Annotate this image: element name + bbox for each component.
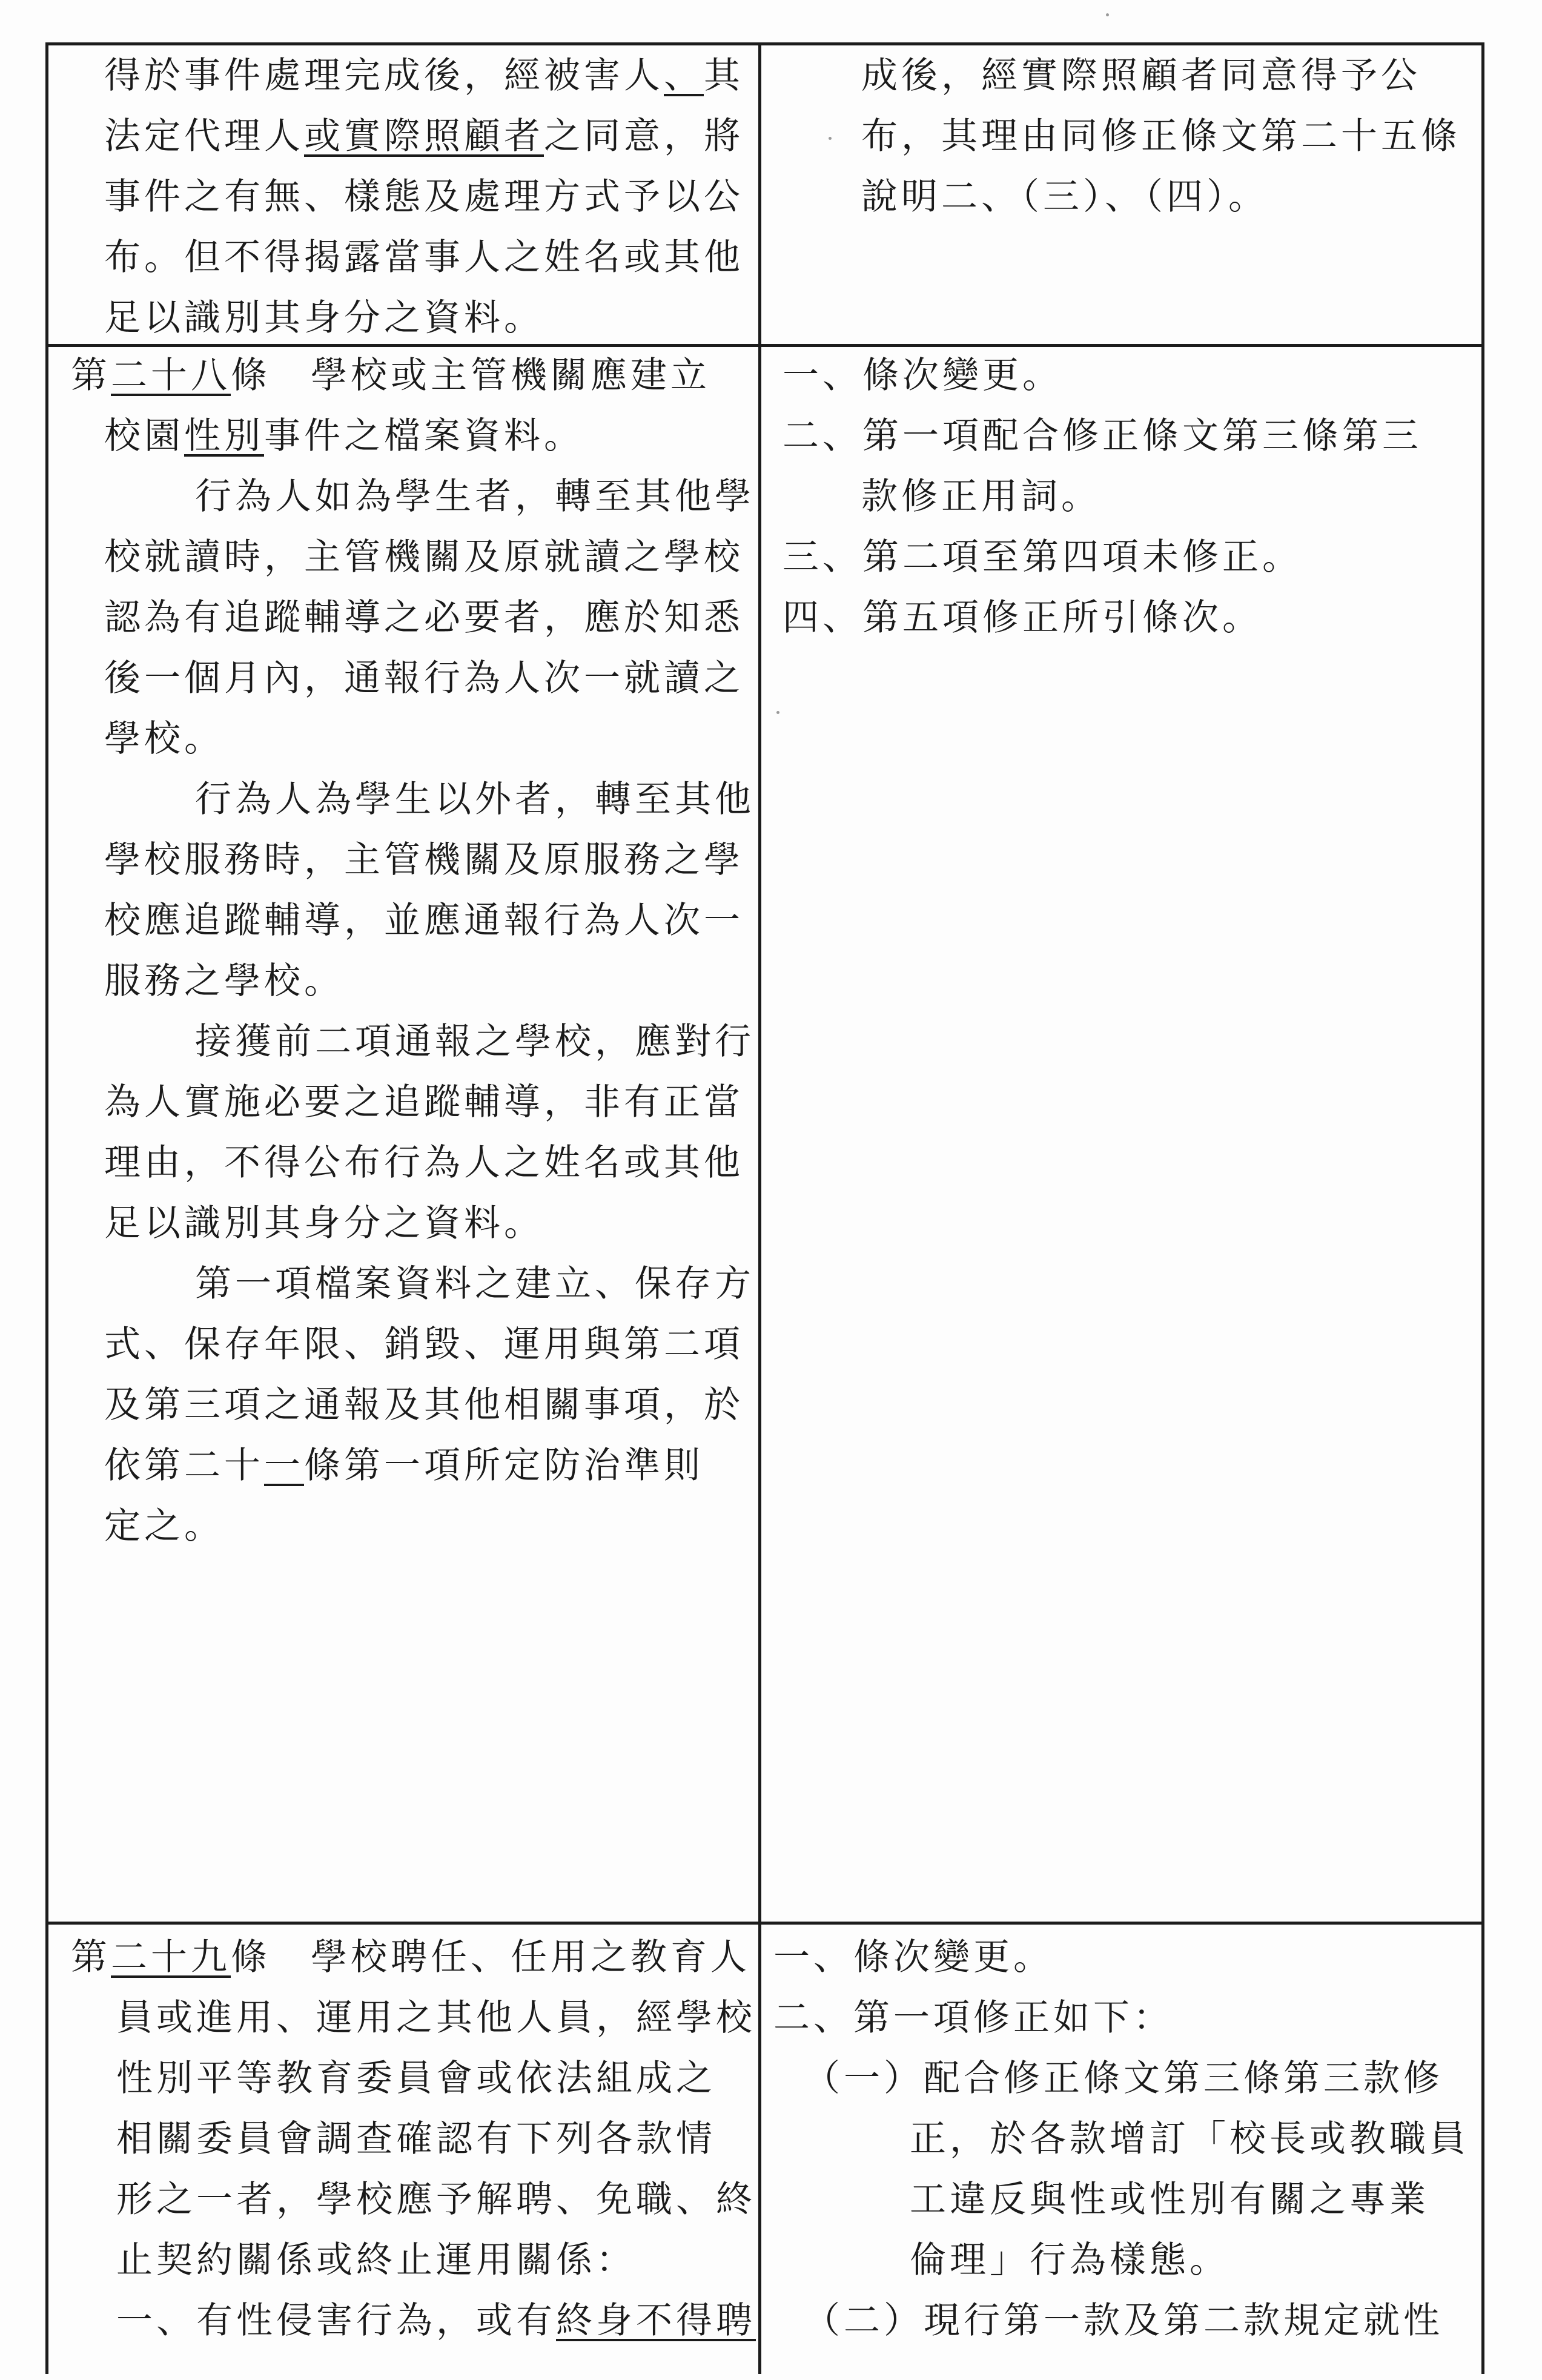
text-segment: 事件之檔案資料。	[264, 415, 584, 457]
row3-left-line	[116, 1997, 756, 2039]
row2-left-line	[104, 839, 744, 881]
row2-left-line	[195, 475, 755, 518]
row-divider-1	[45, 344, 1484, 347]
text-segment: 行為人如為學生者，轉至其他學	[195, 475, 755, 518]
text-segment: 之同意，將	[544, 115, 744, 157]
row2-left-line	[104, 1142, 744, 1184]
row2-left-line	[104, 718, 224, 760]
text-segment: 相關委員會調查確認有下列各款情	[116, 2118, 716, 2160]
text-segment: 認為有追蹤輔導之必要者，應於知悉	[104, 597, 744, 639]
row1-left-line	[104, 176, 744, 218]
text-segment: 布。但不得揭露當事人之姓名或其他	[104, 236, 744, 279]
row2-left-line	[104, 1202, 544, 1245]
underlined-amendment: 二十九	[111, 1936, 231, 1978]
row3-right-line: （二）現行第一款及第二款規定就性	[804, 2299, 1443, 2342]
row3-right-line: （一）配合修正條文第三條第三款修	[804, 2057, 1443, 2100]
text-segment: 法定代理人	[104, 115, 304, 157]
text-segment: 條第一項所定防治準則	[304, 1444, 704, 1487]
text-segment: 第	[71, 1936, 111, 1978]
row3-right-line: 正，於各款增訂「校長或教職員	[910, 2118, 1469, 2160]
text-segment: 足以識別其身分之資料。	[104, 297, 544, 339]
text-segment: 條 學校聘任、任用之教育人	[231, 1936, 750, 1978]
text-segment: 學校服務時，主管機關及原服務之學	[104, 839, 744, 881]
underlined-amendment: 二十八	[111, 354, 231, 397]
row3-right-line: 二、第一項修正如下：	[773, 1997, 1173, 2039]
text-segment: 定之。	[104, 1505, 224, 1547]
column-divider	[758, 42, 761, 2374]
text-segment: 事件之有無、樣態及處理方式予以公	[104, 176, 744, 218]
row3-left-line	[116, 2118, 716, 2160]
row2-left-line	[104, 1384, 744, 1426]
table-border-left	[45, 42, 48, 2374]
row1-left-line	[104, 115, 744, 157]
underlined-amendment: 、	[664, 55, 704, 97]
text-segment: 理由，不得公布行為人之姓名或其他	[104, 1142, 744, 1184]
row2-left-line	[104, 415, 584, 457]
underlined-amendment: 一	[264, 1444, 304, 1487]
row2-left-line	[104, 1505, 224, 1547]
text-segment: 校就讀時，主管機關及原就讀之學校	[104, 536, 744, 578]
row2-right-line: 三、第二項至第四項未修正。	[783, 536, 1302, 578]
row3-right-line: 倫理」行為樣態。	[910, 2239, 1229, 2281]
table-border-right	[1481, 42, 1484, 2374]
row2-left-line	[104, 536, 744, 578]
row1-right-line: 說明二、（三）、（四）。	[861, 176, 1268, 218]
text-segment: 第一項檔案資料之建立、保存方	[195, 1263, 755, 1305]
row2-left-line	[195, 778, 755, 821]
article-29-heading	[71, 1936, 750, 1978]
text-segment: 性別平等教育委員會或依法組成之	[116, 2057, 716, 2100]
row3-left-line	[116, 2299, 756, 2342]
text-segment: 校園	[104, 415, 184, 457]
text-segment: 後一個月內，通報行為人次一就讀之	[104, 657, 744, 699]
row2-left-line	[104, 960, 344, 1002]
row2-right-line: 四、第五項修正所引條次。	[783, 597, 1262, 639]
row2-left-line	[104, 1323, 744, 1366]
row2-left-line	[104, 657, 744, 699]
text-segment: 第	[71, 354, 111, 397]
row1-left-line	[104, 297, 544, 339]
row-divider-2	[45, 1922, 1484, 1925]
row2-right-line: 二、第一項配合修正條文第三條第三	[783, 415, 1422, 457]
row3-right-line: 一、條次變更。	[773, 1936, 1053, 1978]
text-segment: 得於事件處理完成後，經被害人	[104, 55, 664, 97]
text-segment: 依第二十	[104, 1444, 264, 1487]
scan-speck	[1106, 13, 1109, 16]
text-segment: 服務之學校。	[104, 960, 344, 1002]
text-segment: 其	[704, 55, 744, 97]
text-segment: 式、保存年限、銷毀、運用與第二項	[104, 1323, 744, 1366]
text-segment: 員或進用、運用之其他人員，經學校	[116, 1997, 756, 2039]
text-segment: 止契約關係或終止運用關係：	[116, 2239, 636, 2281]
scan-speck	[829, 137, 832, 140]
row3-left-line	[116, 2178, 756, 2221]
text-segment: 足以識別其身分之資料。	[104, 1202, 544, 1245]
underlined-amendment: 或實際照顧者	[304, 115, 544, 157]
row2-left-line	[104, 899, 744, 942]
row2-left-line	[104, 1444, 704, 1487]
text-segment: 接獲前二項通報之學校，應對行	[195, 1020, 755, 1063]
scan-speck	[776, 711, 779, 714]
underlined-amendment: 終身不得聘	[556, 2299, 756, 2342]
article-28-heading	[71, 354, 710, 397]
row2-left-line	[195, 1020, 755, 1063]
row3-left-line	[116, 2057, 716, 2100]
row1-left-line	[104, 236, 744, 279]
text-segment: 校應追蹤輔導，並應通報行為人次一	[104, 899, 744, 942]
text-segment: 行為人為學生以外者，轉至其他	[195, 778, 755, 821]
row1-right-line: 布，其理由同修正條文第二十五條	[861, 115, 1461, 157]
row2-right-line: 一、條次變更。	[783, 354, 1062, 397]
text-segment: 形之一者，學校應予解聘、免職、終	[116, 2178, 756, 2221]
row2-left-line	[195, 1263, 755, 1305]
underlined-amendment: 性別	[184, 415, 264, 457]
row1-left-line	[104, 55, 744, 97]
row1-right-line: 成後，經實際照顧者同意得予公	[861, 55, 1421, 97]
row3-right-line: 工違反與性或性別有關之專業	[910, 2178, 1429, 2221]
text-segment: 一、有性侵害行為，或有	[116, 2299, 556, 2342]
row2-left-line	[104, 597, 744, 639]
text-segment: 及第三項之通報及其他相關事項，於	[104, 1384, 744, 1426]
text-segment: 學校。	[104, 718, 224, 760]
text-segment: 為人實施必要之追蹤輔導，非有正當	[104, 1081, 744, 1123]
row2-right-line: 款修正用詞。	[861, 475, 1101, 518]
row3-left-line	[116, 2239, 636, 2281]
table-border-top	[45, 42, 1484, 45]
row2-left-line	[104, 1081, 744, 1123]
text-segment: 條 學校或主管機關應建立	[231, 354, 710, 397]
